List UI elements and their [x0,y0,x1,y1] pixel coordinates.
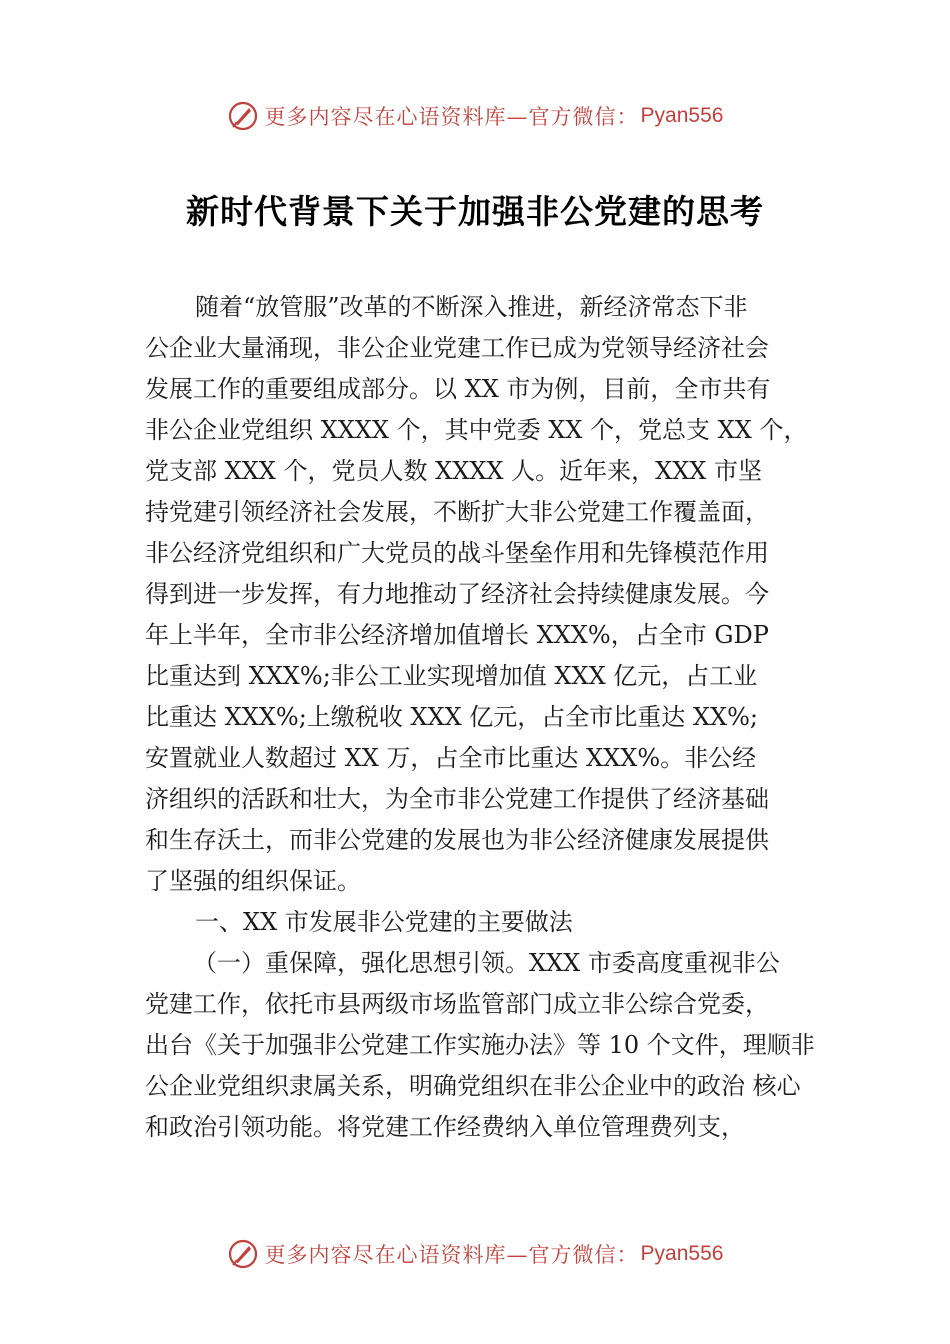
quill-pen-circle-icon [227,1238,259,1270]
paragraph-line: 非公企业党组织 XXXX 个，其中党委 XX 个，党总支 XX 个， [145,416,808,444]
document-body [145,287,835,1148]
paragraph-line: 安置就业人数超过 XX 万，占全市比重达 XXX%。非公经 [145,744,757,772]
paragraph-line: 公企业大量涌现，非公企业党建工作已成为党领导经济社会 [145,334,769,362]
paragraph-line: 年上半年，全市非公经济增加值增长 XXX%，占全市 GDP [145,621,769,649]
watermark-text: 更多内容尽在心语资料库—官方微信： [264,1243,639,1267]
paragraph-line: 党建工作，依托市县两级市场监管部门成立非公综合党委， [145,990,769,1018]
paragraph-line: 比重达到 XXX%;非公工业实现增加值 XXX 亿元，占工业 [145,662,758,690]
document-title: 新时代背景下关于加强非公党建的思考 [186,192,764,231]
watermark-wechat-id: Pyan556 [640,1242,724,1265]
watermark-wechat-id: Pyan556 [640,104,724,127]
paragraph-line: 和政治引领功能。将党建工作经费纳入单位管理费列支， [145,1113,745,1141]
paragraph-line: 发展工作的重要组成部分。以 XX 市为例，目前，全市共有 [145,375,771,403]
paragraph-line: 比重达 XXX%;上缴税收 XXX 亿元，占全市比重达 XX%; [145,703,758,731]
paragraph-line: 持党建引领经济社会发展，不断扩大非公党建工作覆盖面， [145,498,769,526]
paragraph-line: 非公经济党组织和广大党员的战斗堡垒作用和先锋模范作用 [145,539,769,567]
footer-watermark [0,1234,950,1274]
paragraph-line: 得到进一步发挥，有力地推动了经济社会持续健康发展。今 [145,580,769,608]
quill-pen-circle-icon [227,100,259,132]
paragraph-line: 出台《关于加强非公党建工作实施办法》等 10 个文件，理顺非 [145,1031,815,1059]
paragraph-line: 济组织的活跃和壮大，为全市非公党建工作提供了经济基础 [145,785,769,813]
paragraph-line: 了坚强的组织保证。 [145,867,361,895]
paragraph-line: 随着“放管服”改革的不断深入推进，新经济常态下非 [195,293,748,321]
paragraph-line: 公企业党组织隶属关系，明确党组织在非公企业中的政治 核心 [145,1072,801,1100]
section-heading: 一、XX 市发展非公党建的主要做法 [195,908,573,936]
watermark-text: 更多内容尽在心语资料库—官方微信： [264,105,639,129]
paragraph-line: 和生存沃土，而非公党建的发展也为非公经济健康发展提供 [145,826,769,854]
header-watermark [0,96,950,136]
paragraph-line: 党支部 XXX 个，党员人数 XXXX 人。近年来，XXX 市坚 [145,457,763,485]
subsection-line: （一）重保障，强化思想引领。XXX 市委高度重视非公 [193,949,780,977]
